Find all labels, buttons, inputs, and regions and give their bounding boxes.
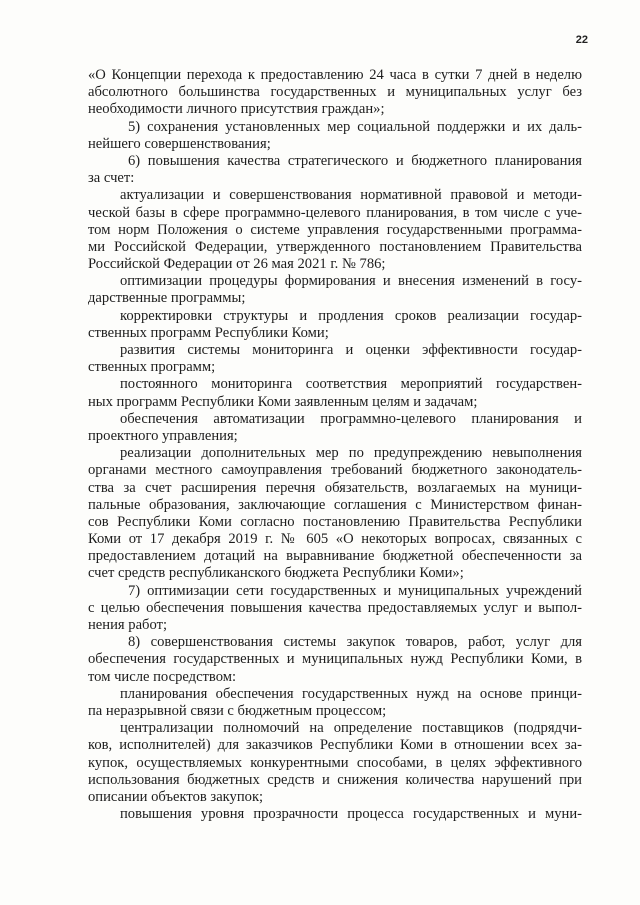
paragraph-start: постоянного мониторинга соответствия мероприятий государствен- — [120, 376, 582, 393]
paragraph-start: корректировки структуры и продления сроков реализации государ- — [120, 307, 582, 324]
text-line: нения работ; — [88, 617, 168, 633]
text-line: проектного управления; — [88, 427, 238, 444]
text-line: обеспечения государственных и муниципальных нужд Республики Коми, в — [88, 651, 582, 668]
text-line: органами местного самоуправления требований бюджетного законодатель- — [88, 462, 582, 479]
text-line: абсолютного большинства государственных и муниципальных услуг без — [88, 84, 582, 101]
text-line: ства за счет расширения перечня обязательств, возлагаемых на муници- — [88, 479, 582, 496]
paragraph-start: планирования обеспечения государственных нужд на основе принци- — [120, 685, 582, 702]
text-line: купок, осуществляемых конкурентными способами, в целях эффективного — [88, 754, 582, 771]
text-line: том числе посредством: — [88, 668, 237, 685]
paragraph-start: 8) совершенствования системы закупок товаров, работ, услуг для — [128, 634, 582, 651]
text-line: «О Концепции перехода к предоставлению 24 часа в сутки 7 дней в неделю — [88, 67, 582, 83]
text-line: па неразрывной связи с бюджетным процессом; — [88, 702, 387, 719]
text-line: необходимости личного присутствия граждан»; — [88, 101, 385, 118]
text-line: Российской Федерации от 26 мая 2021 г. № 786; — [88, 256, 386, 273]
paragraph-start: 6) повышения качества стратегического и бюджетного планирования — [128, 152, 582, 169]
paragraph-start: актуализации и совершенствования нормативной правовой и методи- — [120, 187, 582, 204]
paragraph-start: развития системы мониторинга и оценки эффективности государ- — [120, 342, 582, 358]
paragraph-start: централизации полномочий на определение поставщиков (подрядчи- — [120, 720, 582, 737]
text-line: с целью обеспечения повышения качества предоставляемых услуг и выпол- — [88, 599, 582, 616]
text-line: счет средств республиканского бюджета Республики Коми»; — [88, 565, 464, 582]
page-number: 22 — [575, 34, 588, 46]
text-line: описании объектов закупок; — [88, 788, 264, 805]
paragraph-start: реализации дополнительных мер по предупреждению невыполнения — [120, 445, 582, 462]
text-line: том норм Положения о системе управления государственными программа- — [88, 221, 582, 238]
paragraph-start: обеспечения автоматизации программно-целевого планирования и — [120, 410, 582, 427]
text-line: ных программ Республики Коми заявленным целям и задачам; — [88, 393, 478, 410]
paragraph-start: оптимизации процедуры формирования и внесения изменений в госу- — [120, 273, 582, 290]
body-text — [88, 67, 582, 823]
text-line: использования бюджетных средств и снижения количества нарушений при — [88, 771, 582, 788]
text-line: за счет: — [88, 170, 135, 187]
text-line: нейшего совершенствования; — [88, 135, 271, 152]
paragraph-start: повышения уровня прозрачности процесса государственных и муни- — [120, 806, 582, 823]
paragraph-start: 5) сохранения установленных мер социальной поддержки и их даль- — [128, 118, 582, 135]
text-line: ми Российской Федерации, утвержденного постановлением Правительства — [88, 238, 582, 255]
text-line: предоставлением дотаций на выравнивание бюджетной обеспеченности за — [88, 548, 582, 565]
paragraph-start: 7) оптимизации сети государственных и муниципальных учреждений — [128, 582, 582, 599]
text-line: ственных программ; — [88, 359, 216, 376]
text-line: пальные образования, заключающие соглашения с Министерством финан- — [88, 496, 582, 513]
text-line: дарственные программы; — [88, 290, 246, 307]
text-line: ственных программ Республики Коми; — [88, 324, 329, 341]
text-line: сов Республики Коми согласно постановлению Правительства Республики — [88, 513, 582, 530]
text-line: ческой базы в сфере программно-целевого планирования, в том числе с уче- — [88, 204, 582, 221]
text-line: Коми от 17 декабря 2019 г. № 605 «О некоторых вопросах, связанных с — [88, 531, 582, 548]
text-line: ков, исполнителей) для заказчиков Республики Коми в отношении всех за- — [88, 737, 582, 754]
